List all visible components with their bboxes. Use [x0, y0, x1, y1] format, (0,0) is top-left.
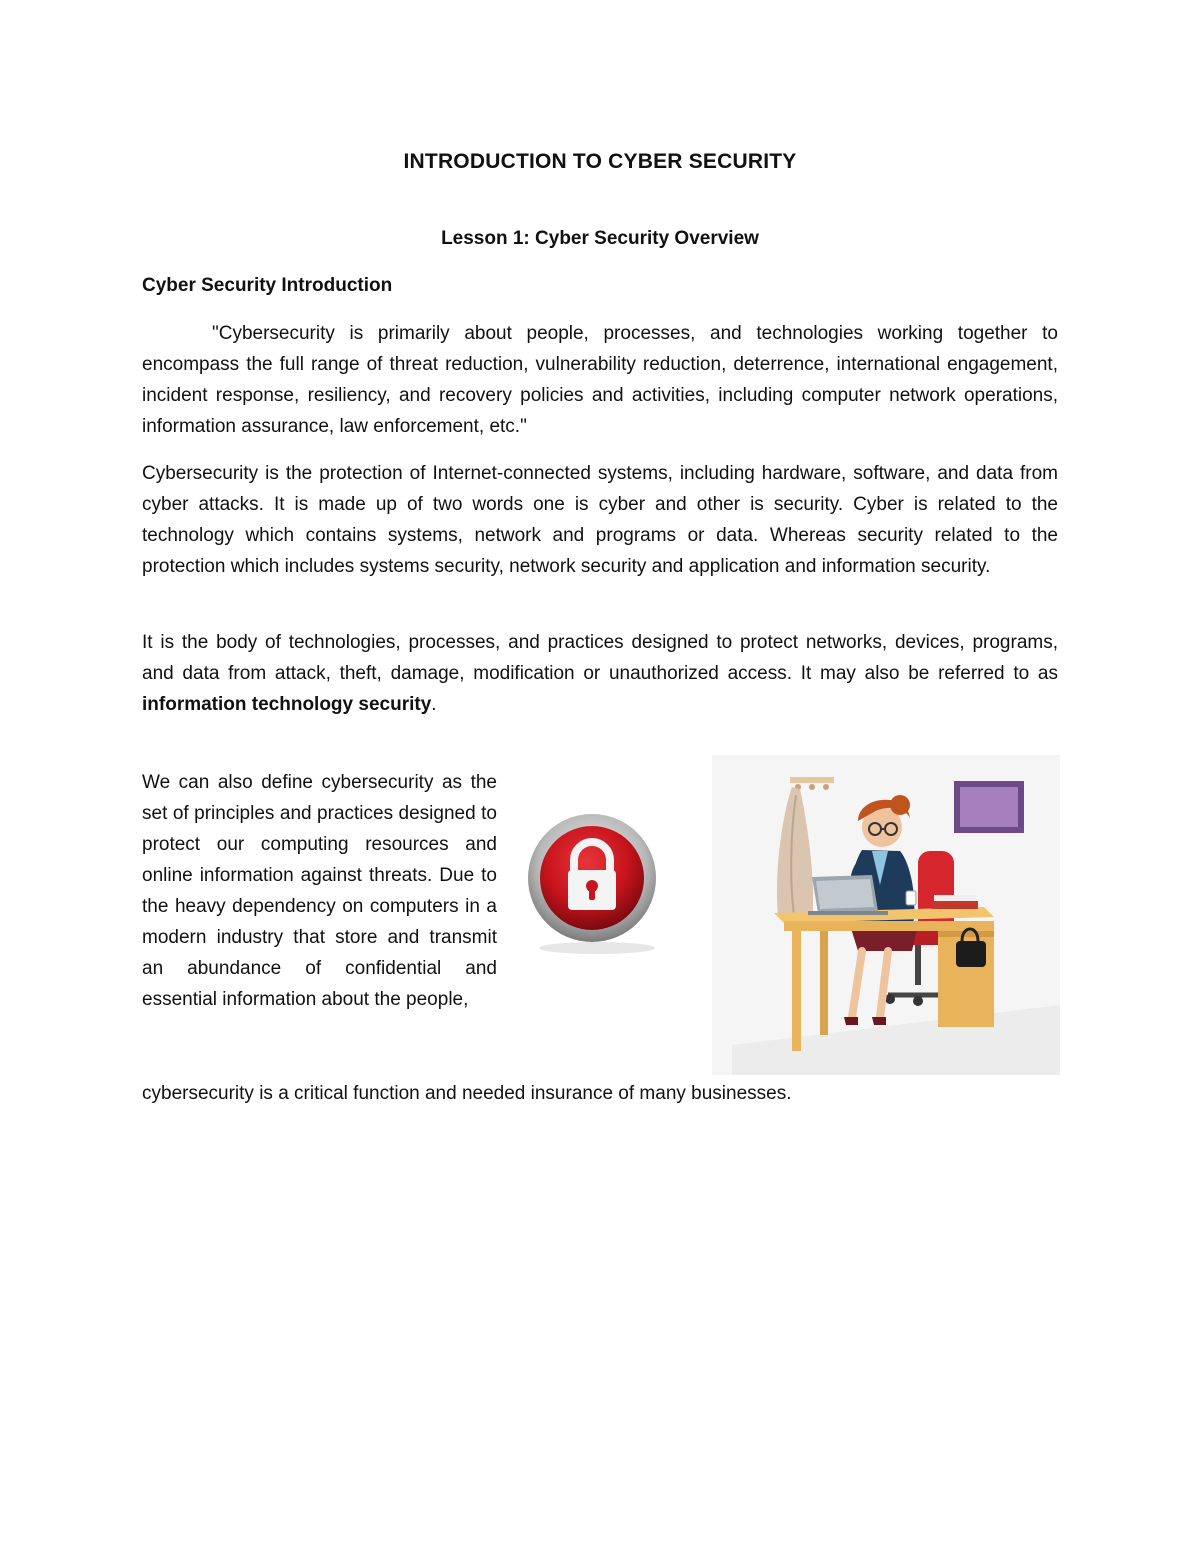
lesson-heading: Lesson 1: Cyber Security Overview	[441, 228, 759, 249]
section-heading: Cyber Security Introduction	[142, 275, 393, 296]
quote-paragraph: "Cybersecurity is primarily about people, processes, and technologies working together to encompass the full range of threat reduction, vulnerability reduction, deterrence, international engagement, incident response, resiliency, and recovery policies and activities, including computer network operations, information assurance, law enforcement, etc."	[142, 323, 1058, 437]
document-title: INTRODUCTION TO CYBER SECURITY	[403, 150, 797, 173]
body-paragraph	[142, 627, 1058, 720]
tail-paragraph: cybersecurity is a critical function and needed insurance of many businesses.	[142, 1083, 792, 1104]
definition-paragraph: Cybersecurity is the protection of Internet-connected systems, including hardware, software, and data from cyber attacks. It is made up of two words one is cyber and other is security. Cyber is related to the technology which contains systems, network and programs or data. Whereas security related to the protection which includes systems security, network security and application and information security.	[142, 463, 1058, 577]
office-worker-illustration	[712, 755, 1060, 1075]
padlock-icon	[522, 808, 672, 958]
side-paragraph: We can also define cybersecurity as the set of principles and practices designed to protect our computing resources and online information against threats. Due to the heavy dependency on computers in a modern industry that store and transmit an abundance of confidential and essential information about the people,	[142, 772, 497, 1010]
body-paragraph-bold: information technology security	[142, 694, 432, 715]
body-paragraph-end: .	[431, 694, 437, 715]
body-paragraph-lead: It is the body of technologies, processes, and practices designed to protect networks, devices, programs, and data from attack, theft, damage, modification or unauthorized access. It may also be referred to as	[142, 632, 1058, 684]
